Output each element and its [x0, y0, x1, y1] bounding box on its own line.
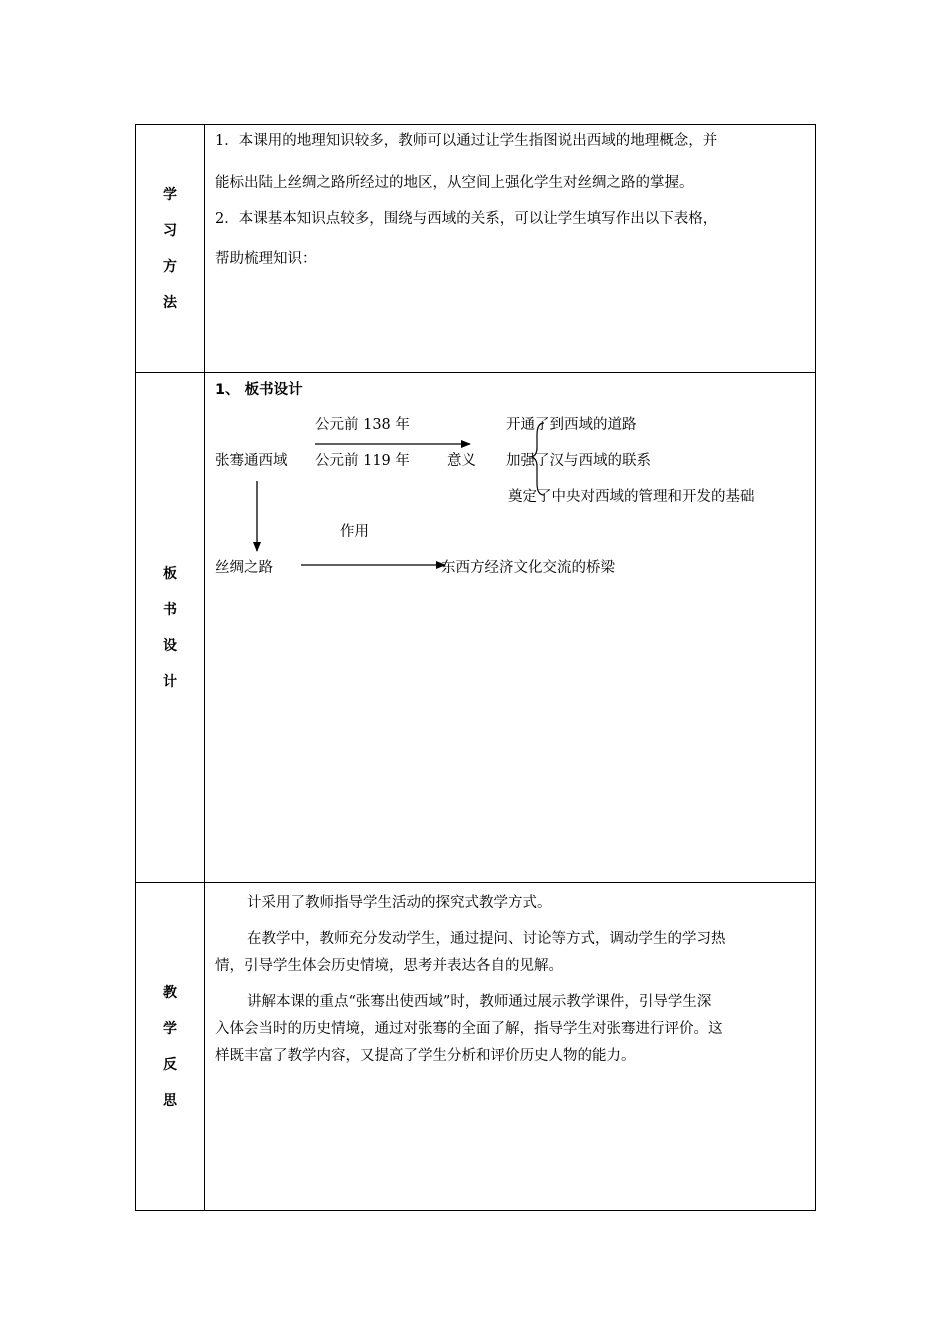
teaching-reflection-content — [205, 883, 815, 1211]
label-char: 教 — [163, 985, 177, 1001]
method-line: 帮助梳理知识： — [215, 251, 317, 267]
reflection-line: 入体会当时的历史情境，通过对张骞的全面了解，指导学生对张骞进行评价。这 — [215, 1021, 723, 1037]
method-line: 2．本课基本知识点较多，围绕与西域的关系，可以让学生填写作出以下表格， — [215, 211, 718, 227]
label-char: 书 — [163, 601, 177, 618]
row-teaching-reflection — [136, 883, 815, 1211]
reflection-line: 计采用了教师指导学生活动的探究式教学方式。 — [247, 895, 552, 911]
label-char: 方 — [163, 258, 177, 275]
board-heading: 1、 板书设计 — [215, 382, 303, 398]
lesson-plan-table — [135, 124, 816, 1211]
silk-road: 丝绸之路 — [215, 560, 273, 576]
date-138: 公元前 138 年 — [315, 417, 410, 433]
role-text: 东西方经济文化交流的桥梁 — [441, 560, 615, 576]
method-line: 能标出陆上丝绸之路所经过的地区，从空间上强化学生对丝绸之路的掌握。 — [215, 175, 694, 191]
label-char: 学 — [163, 186, 177, 203]
board-design-label — [136, 373, 205, 882]
row-board-design — [136, 373, 815, 883]
meaning-item: 加强了汉与西域的联系 — [506, 453, 651, 469]
reflection-line: 在教学中，教师充分发动学生，通过提问、讨论等方式，调动学生的学习热 — [247, 931, 726, 947]
meaning-item: 开通了到西域的道路 — [506, 417, 637, 433]
learning-method-content — [205, 125, 815, 372]
learning-method-label — [136, 125, 205, 372]
label-char: 板 — [163, 565, 177, 582]
reflection-line: 样既丰富了教学内容，又提高了学生分析和评价历史人物的能力。 — [215, 1048, 636, 1064]
row-learning-method — [136, 125, 815, 373]
label-char: 习 — [163, 222, 177, 239]
reflection-line: 讲解本课的重点“张骞出使西域”时，教师通过展示教学课件，引导学生深 — [247, 994, 712, 1010]
board-diagram-arrows — [205, 373, 816, 883]
label-char: 思 — [163, 1093, 177, 1109]
label-char: 学 — [163, 1021, 177, 1037]
reflection-line: 情，引导学生体会历史情境，思考并表达各自的见解。 — [215, 958, 563, 974]
teaching-reflection-label — [136, 883, 205, 1211]
role-label: 作用 — [340, 524, 369, 540]
meaning-brace — [532, 423, 544, 495]
meaning-item: 奠定了中央对西域的管理和开发的基础 — [508, 489, 755, 505]
board-design-content — [205, 373, 815, 882]
label-char: 设 — [163, 637, 177, 654]
label-char: 反 — [163, 1057, 177, 1073]
method-line: 1．本课用的地理知识较多，教师可以通过让学生指图说出西域的地理概念，并 — [215, 133, 718, 149]
label-char: 计 — [163, 673, 177, 690]
date-119: 公元前 119 年 — [315, 453, 410, 469]
meaning-label: 意义 — [447, 453, 476, 469]
subject-zhang-qian: 张骞通西域 — [215, 453, 288, 469]
label-char: 法 — [163, 294, 177, 311]
